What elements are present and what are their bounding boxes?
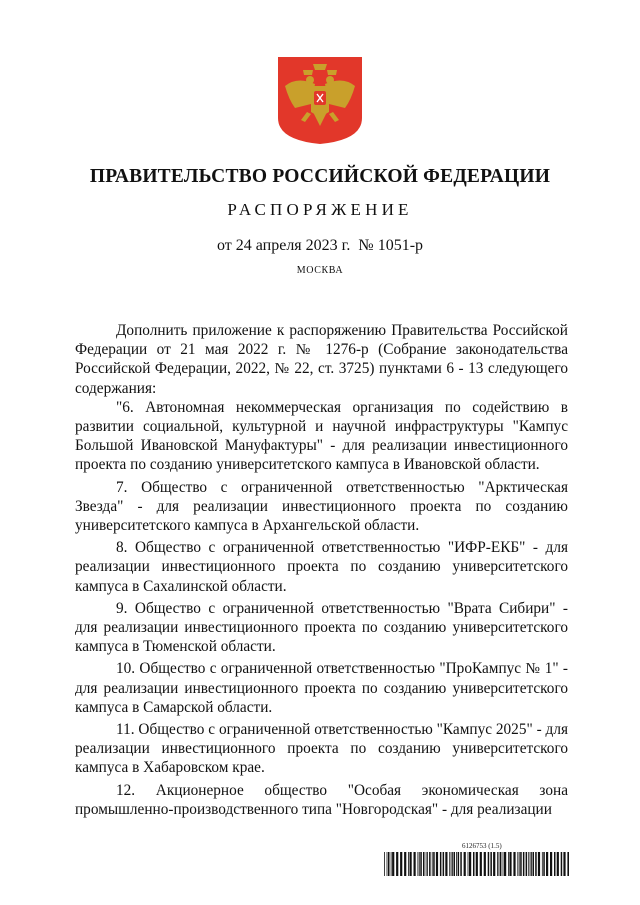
document-date-number: от 24 апреля 2023 г. № 1051-р xyxy=(216,237,424,254)
government-title: ПРАВИТЕЛЬСТВО РОССИЙСКОЙ ФЕДЕРАЦИИ xyxy=(89,166,551,187)
paragraph-item-9: 9. Общество с ограниченной ответственностью "Врата Сибири" - для реализации инвестиционного проекта по созданию университетского кампуса в Тюменской области. xyxy=(75,599,568,656)
barcode-icon xyxy=(384,852,569,876)
paragraph-item-11: 11. Общество с ограниченной ответственностью "Кампус 2025" - для реализации инвестиционного проекта по созданию университетского кампуса в Хабаровском крае. xyxy=(75,721,568,777)
paragraph-intro: Дополнить приложение к распоряжению Правительства Российской Федерации от 21 мая 2022 г. № 1276-р (Собрание законодательства Российской Федерации, 2022, № 22, ст. 3725) пунктами 6 - 13 следующего содержания: xyxy=(75,322,568,397)
document-stamp-code: 6126753 (1.5) xyxy=(462,842,502,850)
paragraph-item-10: 10. Общество с ограниченной ответственностью "ПроКампус № 1" - для реализации инвестиционного проекта по созданию университетского кампуса в Самарской области. xyxy=(75,660,568,716)
document-body xyxy=(75,321,568,822)
document-type: РАСПОРЯЖЕНИЕ xyxy=(227,200,413,219)
paragraph-item-12: 12. Акционерное общество "Особая экономическая зона промышленно-производственного типа "Новгородская" - для реализации xyxy=(75,781,568,818)
document-city: МОСКВА xyxy=(296,265,344,276)
paragraph-item-7: 7. Общество с ограниченной ответственностью "Арктическая Звезда" - для реализации инвестиционного проекта по созданию университетского кампуса в Архангельской области. xyxy=(75,478,568,535)
paragraph-item-8: 8. Общество с ограниченной ответственностью "ИФР-ЕКБ" - для реализации инвестиционного проекта по созданию университетского кампуса в Сахалинской области. xyxy=(75,539,568,595)
russian-coat-of-arms-icon xyxy=(277,56,363,145)
paragraph-item-6: "6. Автономная некоммерческая организация по содействию в развитии социальной, культурной и научной инфраструктуры "Кампус Большой Ивановской Мануфактуры" - для реализации инвестиционного проекта по созданию университетского кампуса в Ивановской области. xyxy=(75,398,568,474)
